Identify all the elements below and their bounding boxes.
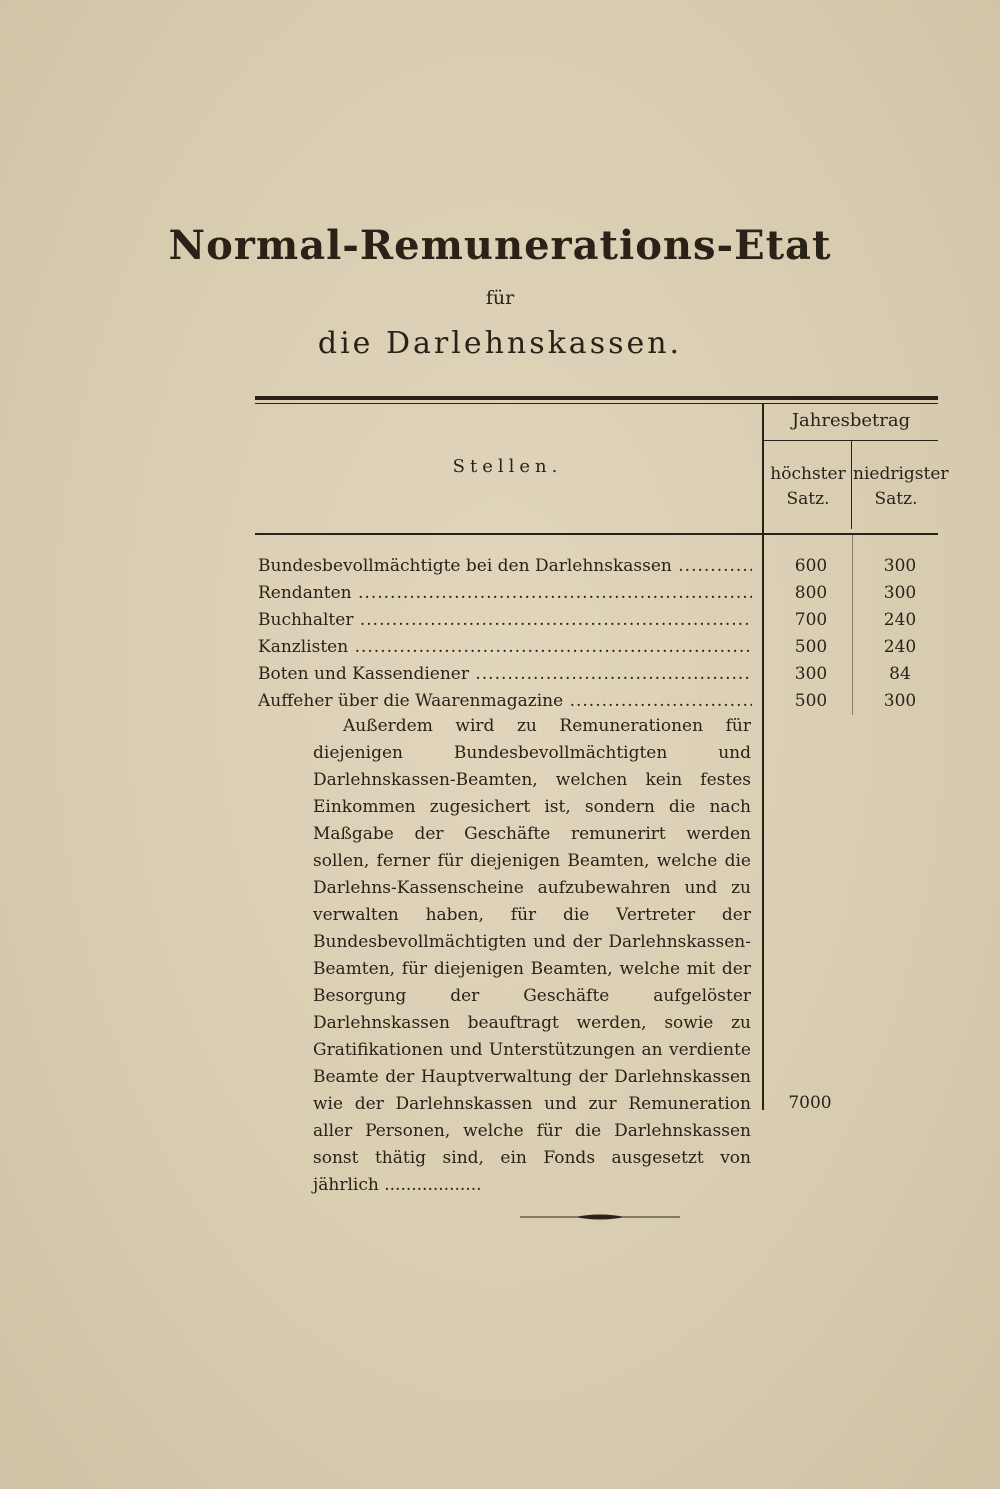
header-hoechster-line1: höchster — [770, 464, 846, 484]
header-hoechster-satz — [764, 462, 852, 512]
table-top-rule — [255, 396, 938, 400]
header-hoechster-line2: Satz. — [786, 489, 830, 509]
row-label: Bundesbevollmächtigte bei den Darlehnskassen ..... — [258, 553, 752, 580]
row-label: Auffeher über die Waarenmagazine ..... — [258, 688, 752, 715]
table-top-rule-thin — [255, 403, 938, 404]
header-niedrigster-line2: Satz. — [874, 489, 918, 509]
fund-value: 7000 — [788, 1093, 832, 1113]
row-min-value: 300 — [883, 556, 917, 576]
row-max-value: 500 — [794, 691, 828, 711]
row-min-value: 300 — [883, 583, 917, 603]
header-niedrigster-satz — [853, 462, 949, 512]
row-label: Buchhalter ..... — [258, 607, 752, 634]
row-min-value: 240 — [883, 610, 917, 630]
table-row — [258, 634, 938, 661]
ornament-divider — [520, 1212, 680, 1222]
table-row — [258, 661, 938, 688]
header-bottom-rule — [255, 533, 938, 535]
paragraph-text: Außerdem wird zu Remunerationen für diejenigen Bundesbevollmächtigten und Darlehnskassen-Beamten, welchen kein festes Einkommen zugesichert ist, sondern die nach Maßgabe der Geschäfte remunerirt werden sollen, ferner für diejenigen Beamten, welche die Darlehns-Kassenscheine aufzubewahren und zu verwalten haben, für die Vertreter der Bundesbevollmächtigten und der Darlehnskassen-Beamten, für diejenigen Beamten, welche mit der Besorgung der Geschäfte aufgelöster Darlehnskassen beauftragt werden, sowie zu Gratifikationen und Unterstützungen an verdiente Beamte der Hauptverwaltung der Darlehnskassen wie der Darlehnskassen und zur Remuneration aller Personen, welche für die Darlehnskassen sonst thätig sind, ein Fonds ausgesetzt von jährlich .................. — [313, 716, 751, 1195]
page-title: Normal-Remunerations-Etat — [168, 222, 832, 269]
row-label: Kanzlisten ..... — [258, 634, 752, 661]
row-max-value: 600 — [794, 556, 828, 576]
table-row — [258, 607, 938, 634]
table-row — [258, 688, 938, 715]
title-connector: für — [485, 287, 515, 309]
table-row — [258, 553, 938, 580]
row-label: Rendanten ..... — [258, 580, 752, 607]
page-subtitle: die Darlehnskassen. — [317, 326, 683, 361]
row-min-value: 84 — [889, 664, 911, 684]
row-label: Boten und Kassendiener ..... — [258, 661, 752, 688]
header-stellen: Stellen. — [452, 456, 563, 477]
row-max-value: 300 — [794, 664, 828, 684]
remuneration-fund-paragraph — [313, 713, 751, 1199]
row-min-value: 240 — [883, 637, 917, 657]
row-max-value: 700 — [794, 610, 828, 630]
table-row — [258, 580, 938, 607]
row-min-value: 300 — [883, 691, 917, 711]
row-max-value: 500 — [794, 637, 828, 657]
header-niedrigster-line1: niedrigster — [853, 464, 949, 484]
header-jahresbetrag: Jahresbetrag — [791, 410, 911, 431]
row-max-value: 800 — [794, 583, 828, 603]
